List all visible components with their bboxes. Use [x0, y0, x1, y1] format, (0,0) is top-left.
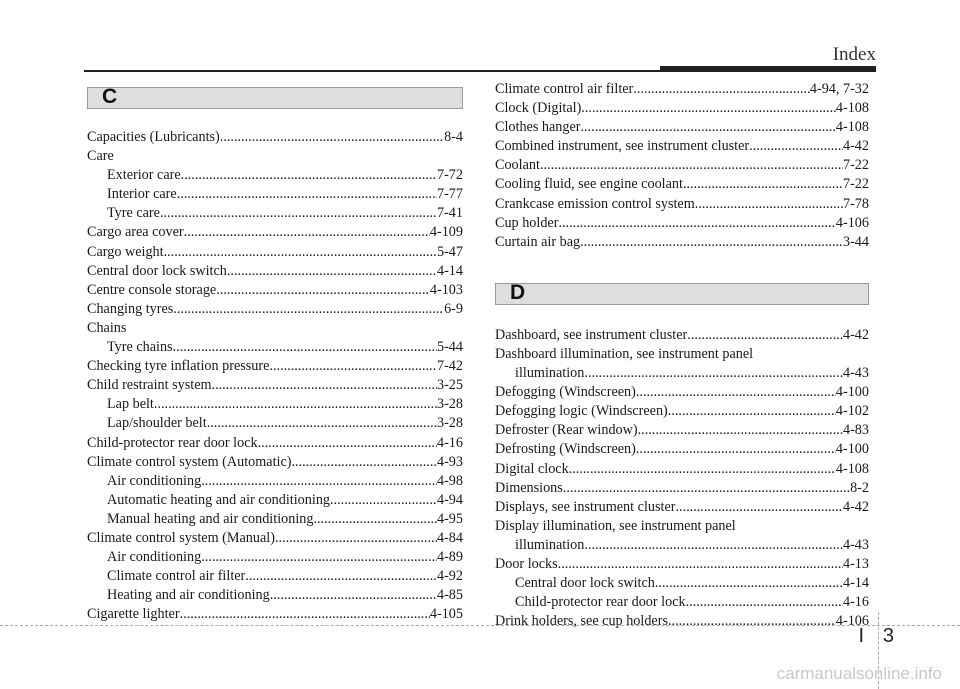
index-entry: [495, 612, 869, 631]
index-entry-term: Clothes hanger: [495, 119, 581, 136]
index-entry-term: Capacities (Lubricants): [87, 129, 220, 145]
leader-dots: [269, 357, 437, 376]
index-entry: [495, 479, 869, 498]
index-entry-page: 4-84: [436, 529, 463, 546]
index-entry-page: 4-108: [835, 100, 869, 117]
footer-dashed-rule: [0, 625, 960, 626]
index-entry-term: Changing tyres: [87, 300, 174, 317]
index-entry-page: 3-44: [842, 233, 869, 250]
index-entry: [87, 243, 463, 262]
index-entry: [495, 326, 869, 345]
index-entry-term: Cigarette lighter: [87, 606, 180, 623]
index-entry-term: Defogging (Windscreen): [495, 384, 636, 401]
index-entry-term: Heating and air conditioning: [107, 587, 270, 604]
index-entry: [495, 460, 869, 479]
index-entry-term: Defroster (Rear window): [495, 422, 638, 439]
index-entry-page: 4-42: [842, 138, 869, 155]
index-entry-page: 4-42: [842, 498, 869, 515]
index-entry: [495, 536, 869, 555]
index-entry: [87, 586, 463, 605]
leader-dots: [686, 593, 843, 612]
index-entry: [495, 345, 869, 364]
index-entry: [87, 567, 463, 586]
index-entry-page: 4-16: [436, 434, 463, 451]
index-entry-page: 7-77: [436, 186, 463, 203]
index-entry: [87, 434, 463, 453]
leader-dots: [675, 498, 843, 517]
index-entry-page: 5-44: [436, 339, 463, 356]
index-entry: [87, 300, 463, 319]
leader-dots: [330, 491, 437, 510]
index-entry: [495, 574, 869, 593]
index-entry-page: 4-100: [835, 441, 869, 458]
index-entry-page: 4-43: [842, 365, 869, 382]
index-entry-page: 4-42: [842, 326, 869, 343]
index-entry-term: Dashboard, see instrument cluster: [495, 326, 688, 343]
letter-heading-d-label: D: [510, 280, 526, 304]
index-entry-page: 4-108: [835, 119, 869, 136]
leader-dots: [633, 80, 810, 99]
index-entry-term: Air conditioning: [107, 472, 202, 489]
index-entry: [87, 548, 463, 567]
leader-dots: [258, 434, 437, 453]
index-entry-page: 7-22: [842, 157, 869, 174]
index-entry-term: Central door lock switch: [87, 262, 227, 279]
footer-section-letter: I: [858, 625, 864, 647]
index-entry: [87, 185, 463, 204]
index-entry: [495, 440, 869, 459]
leader-dots: [173, 338, 437, 357]
leader-dots: [638, 421, 843, 440]
index-column-right: [495, 80, 869, 631]
index-entry-page: 5-47: [436, 243, 463, 260]
index-entry-term: Dashboard illumination, see instrument panel: [495, 345, 754, 362]
index-entry-term: Displays, see instrument cluster: [495, 498, 676, 515]
index-entry: [495, 402, 869, 421]
leader-dots: [160, 204, 437, 223]
index-entry: [495, 233, 869, 252]
index-entry: [87, 319, 463, 338]
index-entry-page: 4-83: [842, 422, 869, 439]
index-entry: [87, 491, 463, 510]
index-entry-term: Care: [87, 148, 114, 165]
index-entry: [495, 498, 869, 517]
index-entry-term: Crankcase emission control system: [495, 195, 695, 212]
index-entry-page: 4-109: [429, 224, 463, 241]
index-entry-term: Exterior care: [107, 167, 181, 184]
index-entry: [87, 204, 463, 223]
leader-dots: [581, 99, 836, 118]
leader-dots: [655, 574, 843, 593]
leader-dots: [636, 383, 836, 402]
index-entry: [87, 453, 463, 472]
leader-dots: [164, 243, 437, 262]
index-entry: [495, 80, 869, 99]
index-entry: [87, 128, 463, 147]
index-entry-term: Manual heating and air conditioning: [107, 510, 314, 527]
index-entry: [495, 156, 869, 175]
leader-dots: [695, 195, 843, 214]
leader-dots: [558, 555, 843, 574]
leader-dots: [313, 510, 437, 529]
leader-dots: [180, 605, 430, 624]
index-column-left: [87, 80, 463, 624]
index-entry-term: Chains: [87, 319, 127, 336]
index-entry: [87, 472, 463, 491]
index-entry-term: Combined instrument, see instrument cluster: [495, 138, 750, 155]
leader-dots: [687, 326, 843, 345]
section-d-entries: [495, 326, 869, 632]
letter-heading-d: [495, 280, 869, 305]
leader-dots: [220, 128, 444, 147]
leader-dots: [181, 166, 437, 185]
index-entry: [495, 99, 869, 118]
letter-heading-c-label: C: [102, 85, 118, 108]
index-entry-term: Central door lock switch: [515, 575, 655, 592]
leader-dots: [275, 529, 437, 548]
index-entry-term: Door locks: [495, 555, 558, 572]
index-entry-page: 4-106: [835, 613, 869, 630]
index-entry-term: Cargo weight: [87, 243, 164, 260]
index-entry-page: 4-14: [436, 262, 463, 279]
index-entry-term: illumination: [515, 536, 585, 553]
index-entry-page: 4-108: [835, 460, 869, 477]
leader-dots: [580, 233, 843, 252]
section-c-continued-entries: [495, 80, 869, 252]
index-entry-term: Climate control system (Manual): [87, 529, 275, 546]
leader-dots: [558, 214, 835, 233]
header-title: Index: [832, 44, 876, 65]
index-entry: [87, 395, 463, 414]
leader-dots: [636, 440, 836, 459]
leader-dots: [584, 364, 843, 383]
leader-dots: [569, 460, 836, 479]
index-entry: [495, 214, 869, 233]
index-entry: [87, 281, 463, 300]
index-entry: [87, 147, 463, 166]
index-entry-term: Cup holder: [495, 214, 559, 231]
index-entry-page: 4-93: [436, 453, 463, 470]
index-entry-term: Centre console storage: [87, 281, 217, 298]
index-entry: [495, 383, 869, 402]
index-entry: [87, 529, 463, 548]
index-entry-page: 6-9: [444, 300, 463, 317]
index-entry-page: 4-103: [429, 281, 463, 298]
leader-dots: [154, 395, 437, 414]
index-entry-term: Cooling fluid, see engine coolant: [495, 176, 683, 193]
index-entry-page: 7-72: [436, 167, 463, 184]
index-entry: [495, 118, 869, 137]
leader-dots: [212, 376, 437, 395]
index-entry-term: Air conditioning: [107, 549, 202, 566]
index-entry-term: Child restraint system: [87, 377, 212, 394]
index-entry-term: Child-protector rear door lock: [515, 594, 686, 611]
leader-dots: [563, 479, 850, 498]
leader-dots: [668, 612, 836, 631]
index-entry: [495, 137, 869, 156]
index-entry-page: 4-16: [842, 594, 869, 611]
index-entry-page: 7-41: [436, 205, 463, 222]
index-entry-term: Display illumination, see instrument panel: [495, 517, 736, 534]
letter-heading-c: [87, 87, 463, 109]
index-entry-term: Coolant: [495, 157, 540, 174]
leader-dots: [173, 300, 444, 319]
index-entry-term: Defrosting (Windscreen): [495, 441, 636, 458]
index-entry-term: Interior care: [107, 186, 177, 203]
leader-dots: [749, 137, 843, 156]
index-entry: [87, 414, 463, 433]
index-entry-term: Lap/shoulder belt: [107, 415, 207, 432]
index-entry-term: Lap belt: [107, 396, 154, 413]
leader-dots: [245, 567, 437, 586]
index-entry-page: 4-94: [436, 491, 463, 508]
index-entry-term: Climate control system (Automatic): [87, 453, 292, 470]
leader-dots: [584, 536, 843, 555]
index-entry-term: Defogging logic (Windscreen): [495, 403, 668, 420]
index-entry-page: 7-78: [842, 195, 869, 212]
index-entry-page: 4-85: [436, 587, 463, 604]
index-entry-term: Curtain air bag: [495, 233, 581, 250]
index-entry-page: 4-14: [842, 575, 869, 592]
index-entry-page: 7-22: [842, 176, 869, 193]
index-entry-page: 4-100: [835, 384, 869, 401]
leader-dots: [683, 175, 843, 194]
index-entry: [495, 555, 869, 574]
leader-dots: [177, 185, 437, 204]
index-entry: [87, 166, 463, 185]
section-c-entries: [87, 128, 463, 624]
index-entry-page: 4-13: [842, 555, 869, 572]
index-entry-term: Tyre chains: [107, 339, 173, 356]
index-entry-page: 4-43: [842, 536, 869, 553]
index-entry-term: Drink holders, see cup holders: [495, 613, 668, 630]
index-entry-page: 4-92: [436, 568, 463, 585]
index-entry: [495, 175, 869, 194]
leader-dots: [581, 118, 836, 137]
index-entry-term: Digital clock: [495, 460, 569, 477]
index-entry-page: 8-4: [444, 129, 463, 145]
leader-dots: [216, 281, 430, 300]
leader-dots: [668, 402, 836, 421]
index-entry-term: Child-protector rear door lock: [87, 434, 258, 451]
index-entry: [495, 364, 869, 383]
index-entry-page: 8-2: [850, 479, 869, 496]
index-entry-term: Clock (Digital): [495, 100, 582, 117]
index-entry-term: Climate control air filter: [495, 81, 634, 97]
index-entry-page: 4-106: [835, 214, 869, 231]
index-entry-page: 4-105: [429, 606, 463, 623]
leader-dots: [540, 156, 843, 175]
leader-dots: [184, 223, 430, 242]
index-entry-page: 4-95: [436, 510, 463, 527]
footer-page-number: 3: [882, 625, 894, 647]
index-entry-term: Tyre care: [107, 205, 160, 222]
leader-dots: [292, 453, 437, 472]
index-entry: [87, 605, 463, 624]
index-entry: [495, 195, 869, 214]
index-entry-page: 4-102: [835, 403, 869, 420]
index-entry-page: 3-25: [436, 377, 463, 394]
leader-dots: [270, 586, 437, 605]
leader-dots: [227, 262, 437, 281]
index-entry: [495, 517, 869, 536]
leader-dots: [207, 414, 437, 433]
index-entry-term: Climate control air filter: [107, 568, 246, 585]
index-entry-page: 3-28: [436, 415, 463, 432]
index-entry-page: 4-89: [436, 549, 463, 566]
index-entry: [87, 510, 463, 529]
index-entry-term: illumination: [515, 365, 585, 382]
index-entry: [495, 421, 869, 440]
index-entry-term: Dimensions: [495, 479, 563, 496]
index-entry: [495, 593, 869, 612]
watermark: carmanualsonline.info: [776, 664, 942, 683]
index-entry: [87, 262, 463, 281]
index-entry: [87, 357, 463, 376]
index-entry-page: 3-28: [436, 396, 463, 413]
index-entry: [87, 376, 463, 395]
index-entry-page: 7-42: [436, 358, 463, 375]
index-entry-page: 4-94, 7-32: [809, 81, 869, 97]
index-entry-page: 4-98: [436, 472, 463, 489]
index-entry-term: Checking tyre inflation pressure: [87, 358, 270, 375]
index-entry-term: Automatic heating and air conditioning: [107, 491, 331, 508]
header-rule-accent: [660, 66, 876, 72]
leader-dots: [201, 548, 437, 567]
index-entry: [87, 338, 463, 357]
index-entry: [87, 223, 463, 242]
leader-dots: [201, 472, 437, 491]
index-entry-term: Cargo area cover: [87, 224, 184, 241]
